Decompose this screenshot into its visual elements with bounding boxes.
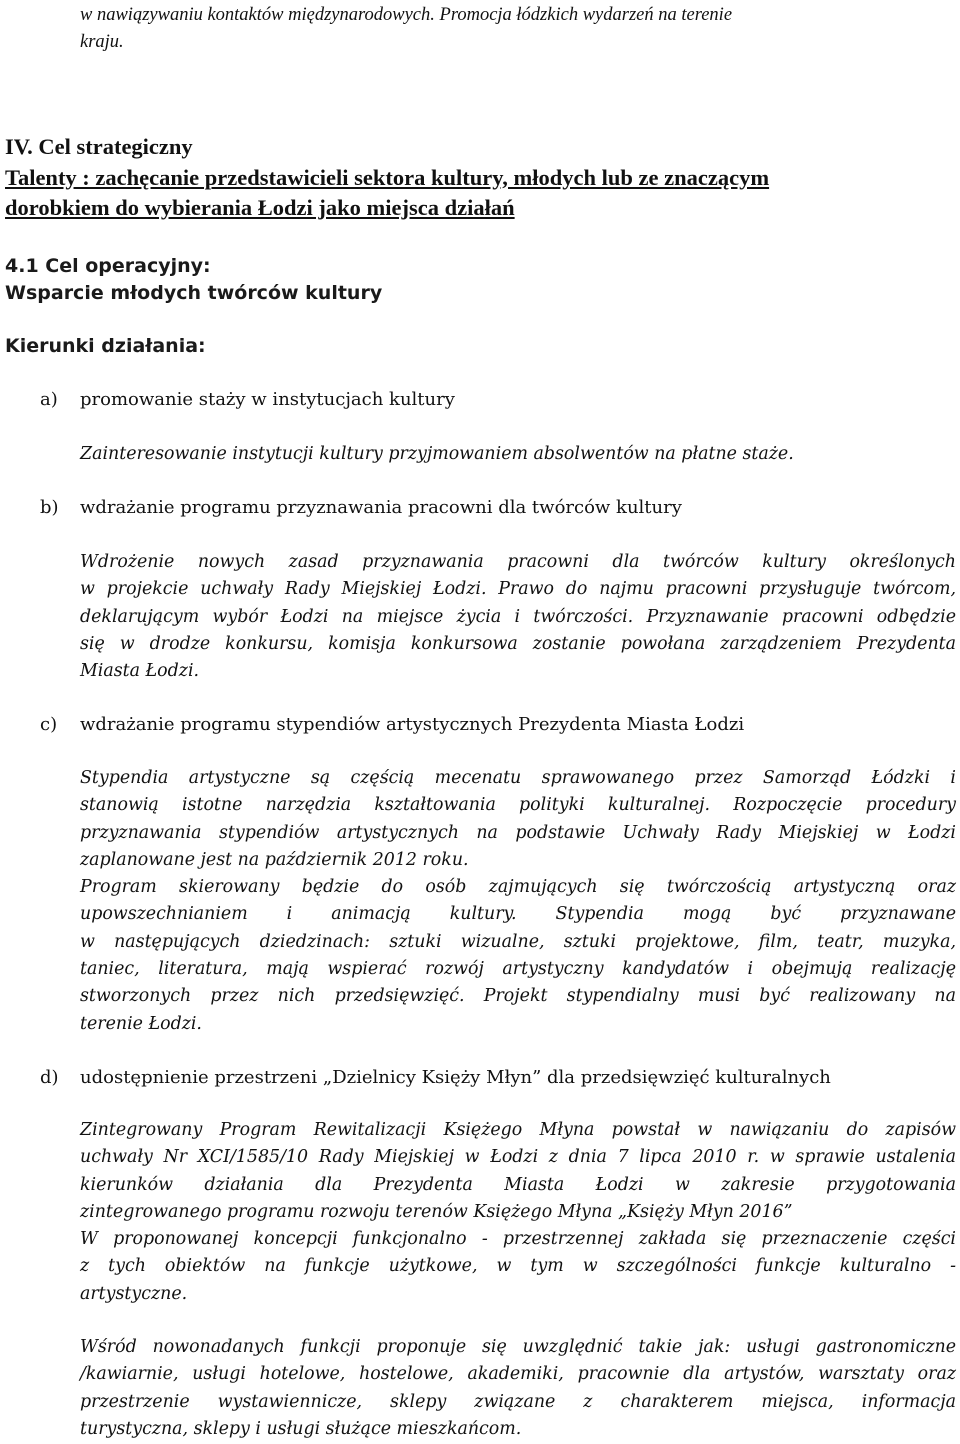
operational-goal-heading: 4.1 Cel operacyjny: [5,255,211,277]
description-line: przyznawania stypendiów artystycznych na podstawie Uchwały Rady Miejskiej w Łodzi [80,822,956,843]
item-letter: b) [40,497,59,518]
description-line: artystyczne. [80,1283,188,1304]
description-line: kierunków działania dla Prezydenta Miasta Łodzi w zakresie przygotowania [80,1174,956,1195]
direction-item-b [40,494,920,521]
description-line: w następujących dziedzinach: sztuki wizualne, sztuki projektowe, film, teatr, muzyka, [80,931,956,952]
item-letter: a) [40,389,58,410]
item-title: promowanie staży w instytucjach kultury [80,389,455,410]
description-line: W proponowanej koncepcji funkcjonalno - przestrzennej zakłada się przeznaczenie części [80,1229,956,1250]
description-line: Wdrożenie nowych zasad przyznawania pracowni dla twórców kultury określonych [80,552,956,572]
description-line: uchwały Nr XCI/1585/10 Rady Miejskiej w Łodzi z dnia 7 lipca 2010 r. w sprawie ustalenia [80,1147,956,1168]
directions-heading: Kierunki działania: [5,335,206,357]
description-line: Miasta Łodzi. [80,661,200,682]
description-line: Stypendia artystyczne są częścią mecenatu sprawowanego przez Samorząd Łódzki i [80,768,956,788]
item-description [80,549,956,685]
description-line: się w drodze konkursu, komisja konkursowa zostanie powołana zarządzeniem Prezydenta [80,633,956,654]
description-line: upowszechnianiem i animacją kultury. Stypendia mogą być przyznawane [80,904,956,925]
description-line: stanowią istotne narzędzia kształtowania polityki kulturalnej. Rozpoczęcie procedury [80,795,956,816]
item-description [80,441,956,468]
description-line: turystyczna, sklepy i usługi służące mieszkańcom. [80,1418,522,1439]
item-letter: c) [40,714,58,735]
direction-item-d [40,1064,920,1091]
intro-line: kraju. [80,32,124,52]
item-title: wdrażanie programu przyznawania pracowni dla twórców kultury [80,497,682,518]
description-line: terenie Łodzi. [80,1013,202,1034]
item-description [80,1334,956,1443]
description-line: Wśród nowonadanych funkcji proponuje się uwzględnić takie jak: usługi gastronomiczne [80,1337,956,1357]
strategic-goal-section [5,132,960,224]
intro-paragraph [80,2,955,56]
description-line: stworzonych przez nich przedsięwzięć. Projekt stypendialny musi być realizowany na [80,986,956,1007]
description-line: Zainteresowanie instytucji kultury przyjmowaniem absolwentów na płatne staże. [80,444,794,464]
description-line: w projekcie uchwały Rady Miejskiej Łodzi. Prawo do najmu pracowni przysługuje twórcom, [80,579,956,600]
description-line: z tych obiektów na funkcje użytkowe, w tym w szczególności funkcje kulturalno - [80,1256,956,1277]
item-title: wdrażanie programu stypendiów artystycznych Prezydenta Miasta Łodzi [80,714,745,735]
direction-item-a [40,386,920,413]
intro-line: w nawiązywaniu kontaktów międzynarodowych. Promocja łódzkich wydarzeń na terenie [80,5,733,25]
description-line: deklarującym wybór Łodzi na miejsce życia i twórczości. Przyznawanie pracowni odbędzie [80,606,956,627]
description-line: Zintegrowany Program Rewitalizacji Księżego Młyna powstał w nawiązaniu do zapisów [80,1120,956,1140]
strategic-goal-title-line: dorobkiem do wybierania Łodzi jako miejsca działań [5,195,515,220]
operational-goal-title: Wsparcie młodych twórców kultury [5,282,383,304]
description-line: zintegrowanego programu rozwoju terenów Księżego Młyna „Księży Młyn 2016” [80,1201,793,1222]
strategic-goal-title-line: Talenty : zachęcanie przedstawicieli sektora kultury, młodych lub ze znaczącym [5,164,770,190]
item-description [80,1117,956,1308]
direction-item-c [40,711,920,738]
operational-goal-section [5,253,705,307]
description-line: taniec, literatura, mają wspierać rozwój artystyczny kandydatów i obejmują realizację [80,959,956,980]
description-line: przestrzenie wystawiennicze, sklepy związane z charakterem miejsca, informacja [80,1391,956,1412]
description-line: Program skierowany będzie do osób zajmujących się twórczością artystyczną oraz [80,877,956,898]
description-line: zaplanowane jest na październik 2012 roku. [80,849,469,870]
description-line: /kawiarnie, usługi hotelowe, hostelowe, akademiki, pracownie dla artystów, warsztaty oraz [80,1364,956,1385]
item-description [80,765,956,1038]
item-title: udostępnienie przestrzeni „Dzielnicy Księży Młyn” dla przedsięwzięć kulturalnych [80,1067,831,1088]
strategic-goal-heading: IV. Cel strategiczny [5,134,193,159]
item-letter: d) [40,1067,59,1088]
